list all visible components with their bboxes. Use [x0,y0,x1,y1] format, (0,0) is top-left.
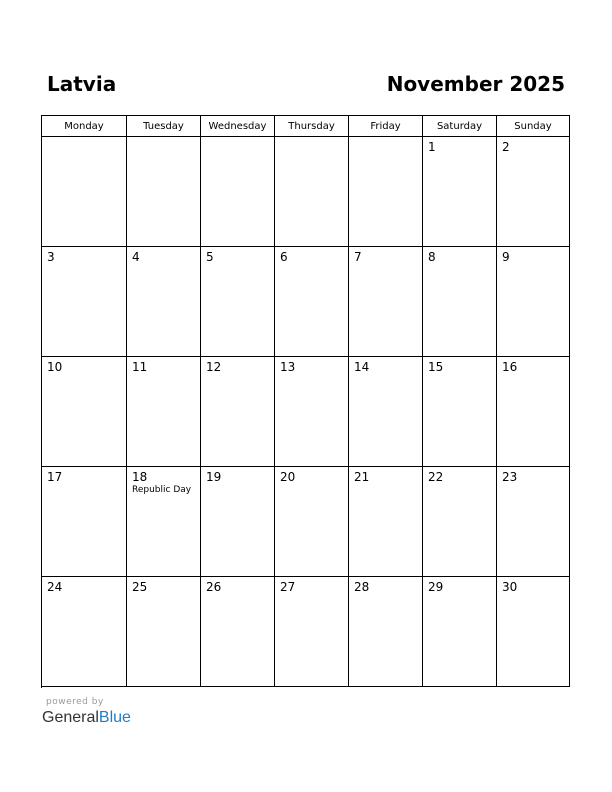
day-number: 6 [280,250,288,264]
day-cell [497,247,570,357]
day-number: 21 [354,470,370,484]
country-title: Latvia [47,72,117,96]
day-number: 29 [428,580,444,594]
weekday-header-monday: Monday [42,116,127,137]
day-cell [275,577,349,687]
day-cell [349,467,423,577]
weekday-header-wednesday: Wednesday [201,116,275,137]
day-cell [497,137,570,247]
day-cell [127,467,201,577]
day-cell [497,357,570,467]
powered-by-label: powered by [46,697,104,707]
day-cell [275,467,349,577]
day-cell [201,247,275,357]
day-number: 11 [132,360,148,374]
weekday-header-thursday: Thursday [275,116,349,137]
day-number: 20 [280,470,296,484]
day-number: 17 [47,470,63,484]
day-number: 18 [132,470,148,484]
generalblue-logo[interactable] [42,708,131,728]
day-cell [201,467,275,577]
day-cell [201,577,275,687]
day-number: 1 [428,140,436,154]
weekday-header-tuesday: Tuesday [127,116,201,137]
day-cell [349,577,423,687]
day-number: 9 [502,250,510,264]
day-cell [42,357,127,467]
day-number: 28 [354,580,370,594]
day-cell [349,357,423,467]
day-number: 13 [280,360,296,374]
day-cell [349,247,423,357]
day-number: 26 [206,580,222,594]
day-number: 4 [132,250,140,264]
day-number: 5 [206,250,214,264]
day-cell [42,137,127,247]
day-cell [275,247,349,357]
day-number: 25 [132,580,148,594]
brand-general-text: General [42,709,99,726]
month-title: November 2025 [386,72,565,96]
holiday-label: Republic Day [132,485,192,495]
day-number: 8 [428,250,436,264]
day-cell [42,577,127,687]
brand-blue-text: Blue [98,709,131,726]
day-cell [423,137,497,247]
day-number: 23 [502,470,518,484]
day-number: 10 [47,360,63,374]
day-cell [127,577,201,687]
day-number: 12 [206,360,222,374]
day-cell [42,247,127,357]
day-cell [201,137,275,247]
weekday-header-sunday: Sunday [497,116,570,137]
day-cell [349,137,423,247]
day-cell [423,357,497,467]
day-number: 7 [354,250,362,264]
day-cell [275,137,349,247]
day-number: 16 [502,360,518,374]
day-cell [201,357,275,467]
calendar-grid [41,115,570,688]
day-cell [423,247,497,357]
day-number: 30 [502,580,518,594]
weekday-header-friday: Friday [349,116,423,137]
weekday-header-saturday: Saturday [423,116,497,137]
day-cell [497,467,570,577]
day-cell [42,467,127,577]
day-cell [275,357,349,467]
day-number: 27 [280,580,296,594]
day-number: 2 [502,140,510,154]
day-number: 15 [428,360,444,374]
day-number: 14 [354,360,370,374]
day-number: 19 [206,470,222,484]
day-cell [127,247,201,357]
day-cell [423,577,497,687]
day-cell [423,467,497,577]
day-number: 24 [47,580,63,594]
day-number: 22 [428,470,444,484]
day-cell [127,137,201,247]
day-cell [127,357,201,467]
day-cell [497,577,570,687]
day-number: 3 [47,250,55,264]
